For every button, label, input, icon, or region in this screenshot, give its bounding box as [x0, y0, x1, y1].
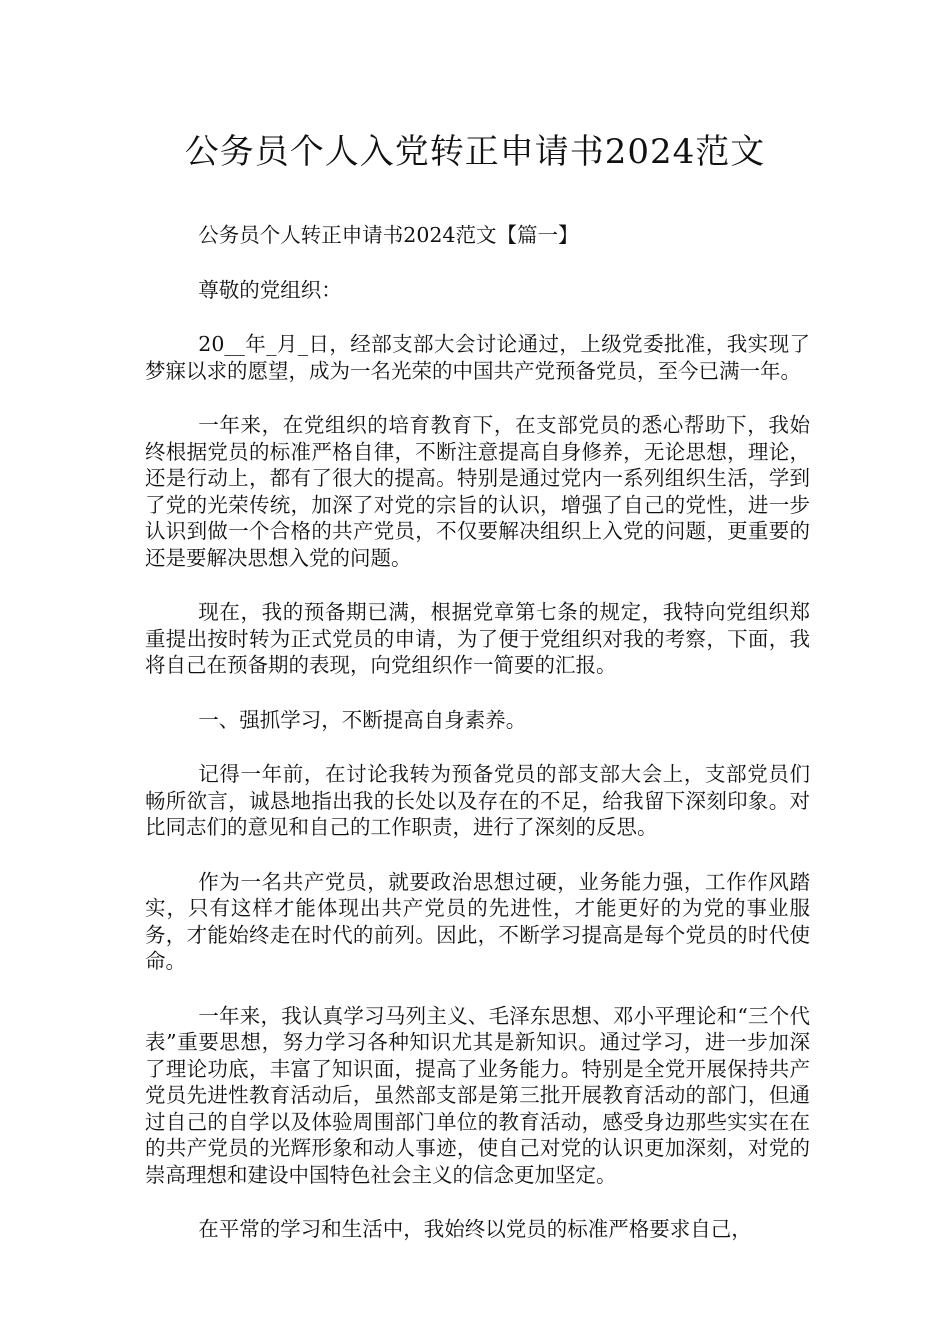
paragraph: 20__年_月_日，经部支部大会讨论通过，上级党委批准，我实现了梦寐以求的愿望，成为一名光荣的中国共产党预备党员，至今已满一年。 — [145, 332, 810, 383]
subheading: 一、强抓学习，不断提高自身素养。 — [198, 707, 527, 732]
paragraph: 在平常的学习和生活中，我始终以党员的标准严格要求自己， — [198, 1217, 752, 1241]
paragraph: 一年来，我认真学习马列主义、毛泽东思想、邓小平理论和“三个代表”重要思想，努力学习各种知识尤其是新知识。通过学习，进一步加深了理论功底，丰富了知识面，提高了业务能力。特别是全党开展保持共产党员先进性教育活动后，虽然部支部是第三批开展教育活动的部门，但通过自己的自学以及体验周围部门单位的教育活动，感受身边那些实实在在的共产党员的光辉形象和动人事迹，使自己对党的认识更加深刻，对党的崇高理想和建设中国特色社会主义的信念更加坚定。 — [145, 1003, 810, 1187]
salutation: 尊敬的党组织： — [198, 277, 342, 302]
document-body — [145, 222, 810, 1271]
section-heading: 公务员个人转正申请书2024范文【篇一】 — [198, 223, 579, 247]
paragraph: 一年来，在党组织的培育教育下，在支部党员的悉心帮助下，我始终根据党员的标准严格自律，不断注意提高自身修养，无论思想，理论，还是行动上，都有了很大的提高。特别是通过党内一系列组织生活，学到了党的光荣传统，加深了对党的宗旨的认识，增强了自己的党性，进一步认识到做一个合格的共产党员，不仅要解决组织上入党的问题，更重要的还是要解决思想入党的问题。 — [145, 413, 810, 570]
document-title: 公务员个人入党转正申请书2024范文 — [184, 132, 766, 172]
paragraph: 现在，我的预备期已满，根据党章第七条的规定，我特向党组织郑重提出按时转为正式党员的申请，为了便于党组织对我的考察，下面，我将自己在预备期的表现，向党组织作一简要的汇报。 — [145, 600, 810, 677]
paragraph: 作为一名共产党员，就要政治思想过硬，业务能力强，工作作风踏实，只有这样才能体现出共产党员的先进性，才能更好的为党的事业服务，才能始终走在时代的前列。因此，不断学习提高是每个党员的时代使命。 — [145, 869, 810, 973]
paragraph: 记得一年前，在讨论我转为预备党员的部支部大会上，支部党员们畅所欲言，诚恳地指出我的长处以及存在的不足，给我留下深刻印象。对比同志们的意见和自己的工作职责，进行了深刻的反思。 — [145, 762, 810, 839]
